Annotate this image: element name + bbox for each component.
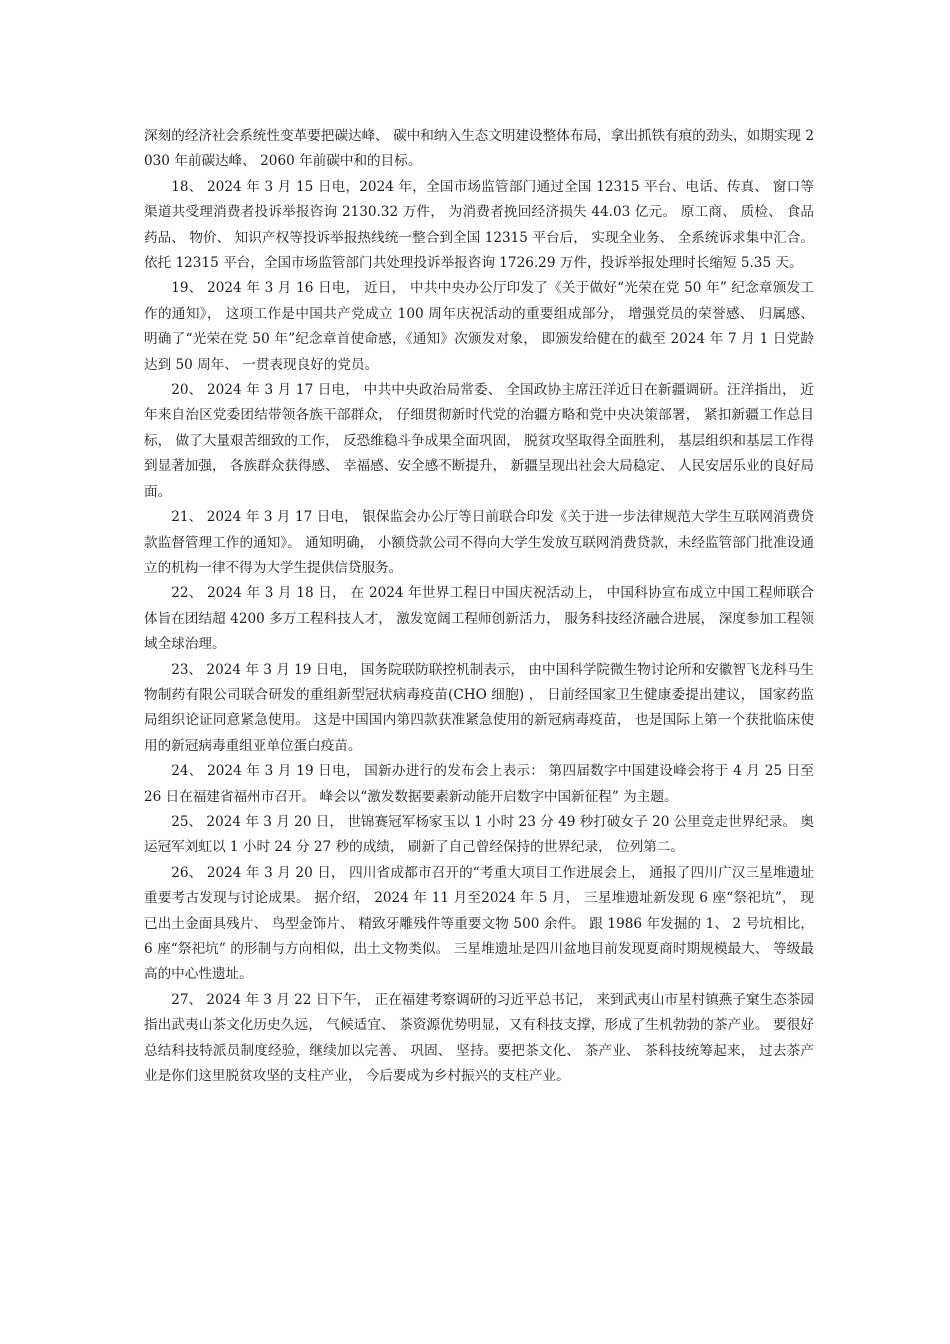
paragraph-item-26: 26、 2024 年 3 月 20 日， 四川省成都市召开的“考重大项目工作进展会上， 通报了四川广汉三星堆遗址重要考古发现与讨论成果。 据介绍， 2024 年 11 月至2024 年 5 月， 三星堆遗址新发现 6 座“祭祀坑”， 现已出土金面具残片、 鸟型金饰片、 精致牙雕残件等重要文物 500 余件。 跟 1986 年发掘的 1、 2 号坑相比，6 座“祭祀坑” 的形制与方向相似，出土文物类似。 三星堆遗址是四川盆地目前发现夏商时期规模最大、 等级最高的中心性遗址。 (144, 864, 814, 983)
paragraph-item-24: 24、 2024 年 3 月 19 日电， 国新办进行的发布会上表示： 第四届数字中国建设峰会将于 4 月 25 日至 26 日在福建省福州市召开。 峰会以“激发数据要素新动能开启数字中国新征程” 为主题。 (144, 763, 814, 805)
paragraph-item-23: 23、 2024 年 3 月 19 日电， 国务院联防联控机制表示， 由中国科学院微生物讨论所和安徽智飞龙科马生物制药有限公司联合研发的重组新型冠状病毒疫苗(CHO 细胞) ， 日前经国家卫生健康委提出建议， 国家药监局组织论证同意紧急使用。 这是中国国内第四款获准紧急使用的新冠病毒疫苗， 也是国际上第一个获批临床使用的新冠病毒重组亚单位蛋白疫苗。 (144, 661, 814, 754)
paragraph-item-19: 19、 2024 年 3 月 16 日电， 近日， 中共中央办公厅印发了《关于做好“光荣在党 50 年” 纪念章颁发工作的通知》， 这项工作是中国共产党成立 100 周年庆祝活动的重要组成部分， 增强党员的荣誉感、 归属感、 明确了“光荣在党 50 年”纪念章首使命感，《通知》次颁发对象， 即颁发给健在的截至 2024 年 7 月 1 日党龄达到 50 周年、 一贯表现良好的党员。 (144, 280, 814, 373)
paragraph-item-20: 20、 2024 年 3 月 17 日电， 中共中央政治局常委、 全国政协主席汪洋近日在新疆调研。汪洋指出， 近年来自治区党委团结带领各族干部群众， 仔细贯彻新时代党的治疆方略和党中央决策部署， 紧扣新疆工作总目标， 做了大量艰苦细致的工作， 反恐维稳斗争成果全面巩固， 脱贫攻坚取得全面胜利， 基层组织和基层工作得到显著加强， 各族群众获得感、 幸福感、安全感不断提升， 新疆呈现出社会大局稳定、 人民安居乐业的良好局面。 (144, 382, 814, 500)
paragraph-item-18: 18、 2024 年 3 月 15 日电，2024 年，全国市场监管部门通过全国 12315 平台、电话、传真、 窗口等渠道共受理消费者投诉举报咨询 2130.32 万件， 为消费者挽回经济损失 44.03 亿元。 原工商、 质检、 食品药品、 物价、 知识产权等投诉举报热线统一整合到全国 12315 平台后， 实现全业务、 全系统诉求集中汇合。 依托 12315 平台，全国市场监管部门共处理投诉举报咨询 1726.29 万件，投诉举报处理时长缩短 5.35 天。 (144, 178, 814, 272)
paragraph-item-25: 25、 2024 年 3 月 20 日， 世锦赛冠军杨家玉以 1 小时 23 分 49 秒打破女子 20 公里竞走世界纪录。 奥运冠军刘虹以 1 小时 24 分 27 秒的成绩， 刷新了自己曾经保持的世界纪录， 位列第二。 (144, 813, 814, 856)
paragraph-continuation: 深刻的经济社会系统性变革要把碳达峰、 碳中和纳入生态文明建设整体布局，拿出抓铁有痕的劲头，如期实现 2030 年前碳达峰、 2060 年前碳中和的目标。 (144, 128, 814, 170)
document-body (144, 124, 814, 1089)
paragraph-item-21: 21、 2024 年 3 月 17 日电， 银保监会办公厅等日前联合印发《关于进一步法律规范大学生互联网消费贷款监督管理工作的通知》。 通知明确， 小额贷款公司不得向大学生发放互联网消费贷款，未经监管部门批准设通立的机构一律不得为大学生提供信贷服务。 (144, 509, 814, 576)
paragraph-item-27: 27、 2024 年 3 月 22 日下午， 正在福建考察调研的习近平总书记， 来到武夷山市星村镇燕子窠生态茶园指出武夷山茶文化历史久远， 气候适宜、 茶资源优势明显，又有科技支撑，形成了生机勃勃的茶产业。 要很好总结科技特派员制度经验，继续加以完善、 巩固、 坚持。要把茶文化、 茶产业、 茶科技统筹起来， 过去茶产业是你们这里脱贫攻坚的支柱产业， 今后要成为乡村振兴的支柱产业。 (144, 991, 814, 1085)
paragraph-item-22: 22、 2024 年 3 月 18 日， 在 2024 年世界工程日中国庆祝活动上， 中国科协宣布成立中国工程师联合体旨在团结超 4200 多万工程科技人才， 激发宽阔工程师创新活力， 服务科技经济融合进展， 深度参加工程领域全球治理。 (144, 585, 814, 653)
